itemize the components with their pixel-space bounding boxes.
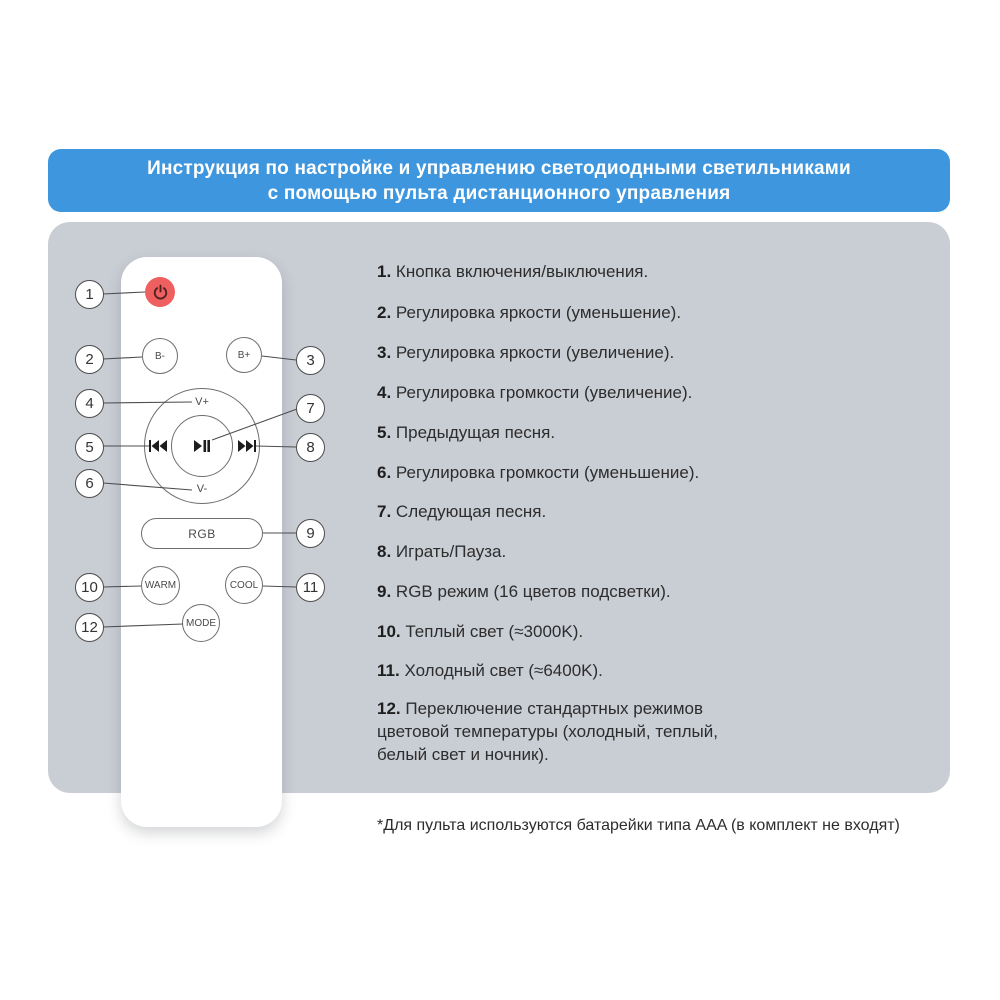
footnote: *Для пульта используются батарейки типа AAA (в комплект не входят) xyxy=(377,817,900,834)
callout-9-num: 9 xyxy=(306,525,315,542)
instruction-2 xyxy=(377,301,952,324)
instruction-10-num: 10. xyxy=(377,622,401,641)
callout-8 xyxy=(296,433,325,462)
instruction-10-text: Теплый свет (≈3000K). xyxy=(405,622,584,641)
instruction-1 xyxy=(377,260,952,283)
callout-11 xyxy=(296,573,325,602)
callout-3 xyxy=(296,346,325,375)
instruction-3 xyxy=(377,341,952,364)
callout-7-num: 7 xyxy=(306,400,315,417)
instruction-4 xyxy=(377,381,952,404)
callout-10 xyxy=(75,573,104,602)
skip-back-icon xyxy=(149,440,167,452)
brightness-minus-label: B- xyxy=(155,350,165,362)
instruction-6-text: Регулировка громкости (уменьшение). xyxy=(395,463,700,482)
instruction-3-text: Регулировка яркости (увеличение). xyxy=(395,343,675,362)
callout-6-num: 6 xyxy=(85,475,94,492)
instruction-2-text: Регулировка яркости (уменьшение). xyxy=(395,303,682,322)
instruction-5 xyxy=(377,421,952,444)
instruction-5-text: Предыдущая песня. xyxy=(395,423,556,442)
callout-9 xyxy=(296,519,325,548)
instruction-10 xyxy=(377,620,952,643)
mode-label: MODE xyxy=(186,617,216,629)
instruction-2-num: 2. xyxy=(377,303,392,322)
callout-2 xyxy=(75,345,104,374)
rgb-label: RGB xyxy=(188,526,216,541)
instruction-9 xyxy=(377,580,952,603)
brightness-plus-button xyxy=(226,337,262,373)
callout-6 xyxy=(75,469,104,498)
callout-4-num: 4 xyxy=(85,395,94,412)
callout-5-num: 5 xyxy=(85,439,94,456)
volume-up-label: V+ xyxy=(195,396,209,408)
callout-5 xyxy=(75,433,104,462)
instruction-12-num: 12. xyxy=(377,699,401,718)
instruction-6-num: 6. xyxy=(377,463,392,482)
instruction-1-num: 1. xyxy=(377,262,392,281)
mode-button xyxy=(182,604,220,642)
instruction-11-text: Холодный свет (≈6400K). xyxy=(404,661,603,680)
instruction-7-text: Следующая песня. xyxy=(395,502,547,521)
callout-12 xyxy=(75,613,104,642)
instruction-9-num: 9. xyxy=(377,582,392,601)
instruction-7-num: 7. xyxy=(377,502,392,521)
rgb-button xyxy=(141,518,263,549)
instruction-8 xyxy=(377,540,952,563)
cool-label: COOL xyxy=(229,579,259,591)
instruction-9-text: RGB режим (16 цветов подсветки). xyxy=(395,582,671,601)
title-line-2: с помощью пульта дистанционного управления xyxy=(267,182,731,204)
instruction-3-num: 3. xyxy=(377,343,392,362)
instruction-12-text: Переключение стандартных режимов цветовой температуры (холодный, теплый, белый свет и ночник). xyxy=(377,699,718,764)
callout-3-num: 3 xyxy=(306,352,315,369)
instruction-7 xyxy=(377,500,952,523)
play-pause-icon xyxy=(194,440,210,452)
callout-10-num: 10 xyxy=(81,579,98,596)
warm-label: WARM xyxy=(144,580,177,591)
header-banner xyxy=(48,149,950,212)
cool-button xyxy=(225,566,263,604)
callout-8-num: 8 xyxy=(306,439,315,456)
instruction-8-text: Играть/Пауза. xyxy=(395,542,507,561)
power-icon xyxy=(152,284,169,301)
instruction-11-num: 11. xyxy=(377,661,400,680)
warm-button xyxy=(141,566,180,605)
instruction-6 xyxy=(377,461,952,484)
instruction-11 xyxy=(377,659,952,682)
callout-7 xyxy=(296,394,325,423)
callout-2-num: 2 xyxy=(85,351,94,368)
callout-4 xyxy=(75,389,104,418)
volume-down-label: V- xyxy=(196,483,208,495)
brightness-minus-button xyxy=(142,338,178,374)
instruction-12 xyxy=(377,697,769,766)
instruction-8-num: 8. xyxy=(377,542,392,561)
callout-12-num: 12 xyxy=(81,619,98,636)
skip-forward-icon xyxy=(238,440,256,452)
instruction-5-num: 5. xyxy=(377,423,392,442)
callout-11-num: 11 xyxy=(302,579,319,596)
instruction-4-num: 4. xyxy=(377,383,392,402)
instruction-1-text: Кнопка включения/выключения. xyxy=(395,262,649,281)
callout-1-num: 1 xyxy=(85,286,94,303)
title-line-1: Инструкция по настройке и управлению светодиодными светильниками xyxy=(147,157,851,179)
callout-1 xyxy=(75,280,104,309)
power-button xyxy=(145,277,175,307)
brightness-plus-label: B+ xyxy=(237,349,251,361)
instruction-4-text: Регулировка громкости (увеличение). xyxy=(395,383,693,402)
